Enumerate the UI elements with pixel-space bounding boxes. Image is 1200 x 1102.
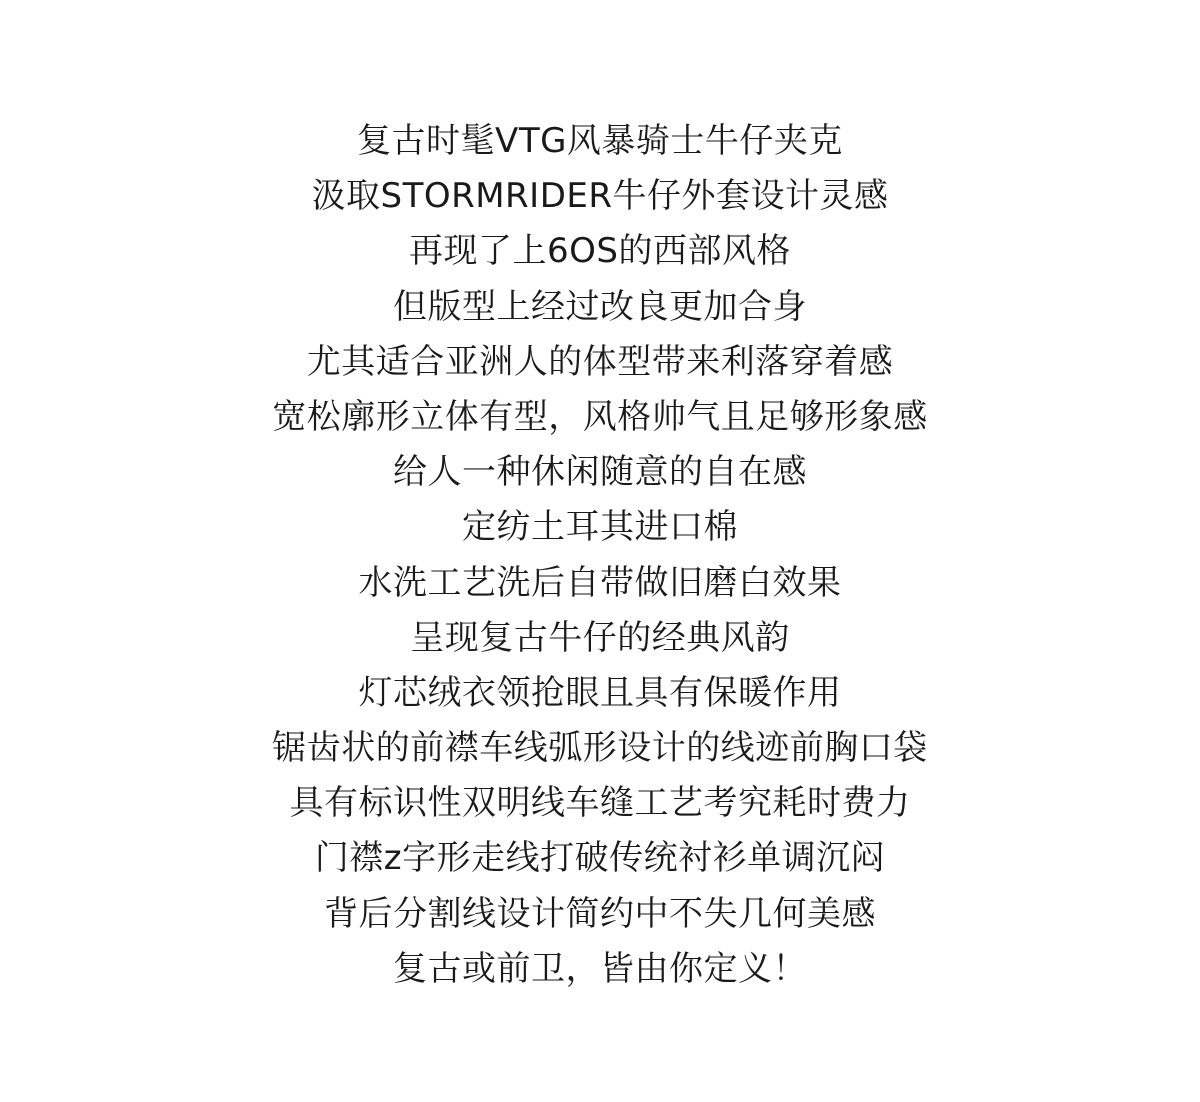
description-line-2: 汲取STORMRIDER牛仔外套设计灵感: [311, 176, 889, 217]
description-line-7: 给人一种休闲随意的自在感: [393, 452, 807, 493]
description-line-6: 宽松廓形立体有型，风格帅气且足够形象感: [272, 396, 928, 437]
description-line-12: 锯齿状的前襟车线弧形设计的线迹前胸口袋: [272, 728, 928, 769]
description-line-3: 再现了上6OS的西部风格: [409, 231, 791, 272]
description-line-1: 复古时髦VTG风暴骑士牛仔夹克: [357, 121, 843, 161]
description-line-5: 尤其适合亚洲人的体型带来利落穿着感: [306, 341, 894, 382]
description-line-16: 复古或前卫，皆由你定义！: [393, 948, 807, 989]
description-line-13: 具有标识性双明线车缝工艺考究耗时费力: [289, 783, 911, 824]
product-description: [0, 114, 1200, 997]
description-line-11: 灯芯绒衣领抢眼且具有保暖作用: [358, 672, 842, 713]
description-line-15: 背后分割线设计简约中不失几何美感: [324, 893, 876, 934]
description-line-9: 水洗工艺洗后自带做旧磨白效果: [358, 562, 842, 603]
description-line-4: 但版型上经过改良更加合身: [393, 286, 807, 327]
description-line-14: 门襟z字形走线打破传统衬衫单调沉闷: [314, 838, 886, 879]
description-line-10: 呈现复古牛仔的经典风韵: [410, 617, 790, 658]
description-line-8: 定纺土耳其进口棉: [462, 507, 738, 548]
